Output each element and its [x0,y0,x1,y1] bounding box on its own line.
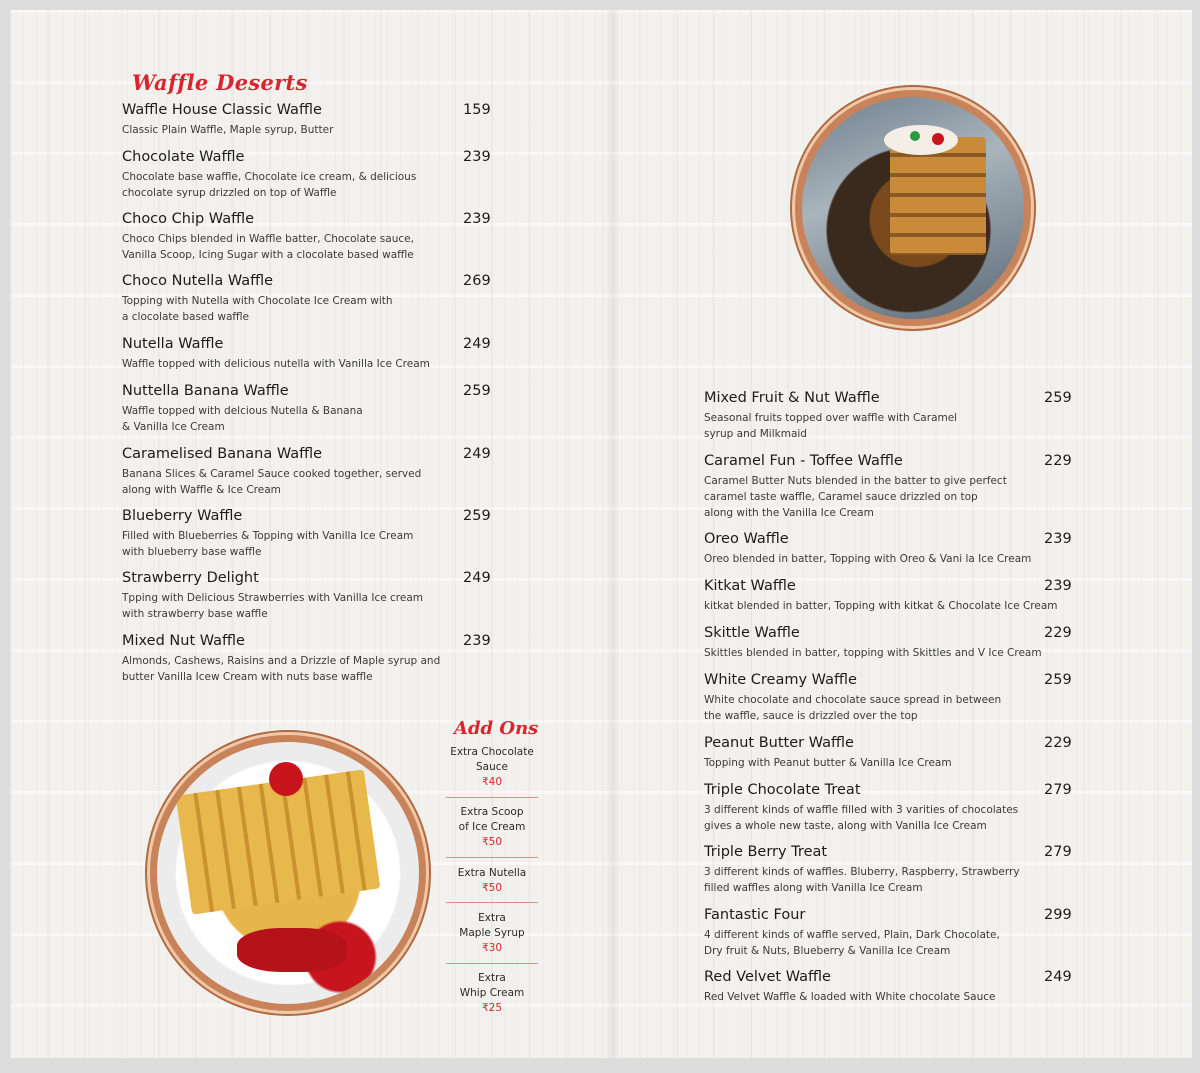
menu-item-description [122,590,423,622]
menu-item-name: Kitkat Waffle [704,578,796,594]
addon-item [446,971,538,1016]
description-line: chocolate syrup drizzled on top of Waffle [122,187,337,199]
menu-item-price: 249 [463,446,491,462]
menu-item [122,102,491,138]
menu-item [704,907,1072,959]
menu-item-name: Choco Chip Waffle [122,211,255,227]
menu-item [122,633,491,685]
menu-item-name: Mixed Fruit & Nut Waffle [704,390,880,406]
description-line: Vanilla Scoop, Icing Sugar with a clocolate based waffle [122,249,414,261]
addon-name-line: Maple Syrup [459,927,525,939]
menu-item-name: Triple Berry Treat [704,844,828,860]
menu-item-price: 259 [1044,390,1072,406]
menu-item-price: 259 [1044,672,1072,688]
description-line: caramel taste waffle, Caramel sauce drizzled on top [704,491,978,503]
addon-price: ₹50 [481,836,503,848]
strawberry-graphic [269,762,303,796]
description-line: Seasonal fruits topped over waffle with Caramel [704,412,958,424]
addon-name-line: Extra Nutella [457,867,527,879]
addon-name-line: Sauce [476,761,508,773]
addon-price: ₹25 [481,1002,503,1014]
addon-name-line: Extra Scoop [460,806,524,818]
menu-item-description [122,122,333,138]
menu-item-price: 249 [1044,969,1072,985]
cherry-graphic [932,133,944,145]
strawberry-slices-graphic [237,928,347,972]
menu-item-description [122,293,393,325]
menu-item-price: 259 [463,508,491,524]
description-line: White chocolate and chocolate sauce spread in between [704,694,1002,706]
menu-item [704,844,1072,896]
description-line: Waffle topped with delcious Nutella & Banana [122,405,363,417]
menu-item-price: 239 [1044,578,1072,594]
menu-page [10,10,1192,1058]
menu-item [704,453,1072,521]
menu-item-description [704,692,1001,724]
addon-item [446,866,538,896]
menu-item-description [122,231,414,263]
menu-item-description [704,755,952,771]
addon-name-line: Whip Cream [459,987,525,999]
menu-item-description [704,989,995,1005]
description-line: 3 different kinds of waffles. Bluberry, Raspberry, Strawberry [704,866,1020,878]
description-line: Caramel Butter Nuts blended in the batter to give perfect [704,475,1007,487]
description-line: butter Vanilla Icew Cream with nuts base waffle [122,671,373,683]
menu-item-name: Oreo Waffle [704,531,789,547]
description-line: & Vanilla Ice Cream [122,421,225,433]
menu-item [122,570,491,622]
menu-item-price: 269 [463,273,491,289]
description-line: Oreo blended in batter, Topping with Oreo & Vani la Ice Cream [704,553,1032,565]
menu-item-price: 249 [463,570,491,586]
addons-title: Add Ons [454,718,539,739]
menu-item-description [704,927,1000,959]
menu-item [122,336,491,372]
menu-item [122,211,491,263]
description-line: Dry fruit & Nuts, Blueberry & Vanilla Ice Cream [704,945,951,957]
description-line: Almonds, Cashews, Raisins and a Drizzle of Maple syrup and [122,655,441,667]
menu-item-price: 229 [1044,735,1072,751]
description-line: with strawberry base waffle [122,608,268,620]
addon-divider [446,857,538,858]
description-line: syrup and Milkmaid [704,428,807,440]
menu-item-name: Skittle Waffle [704,625,800,641]
addon-price: ₹40 [481,776,503,788]
description-line: Topping with Nutella with Chocolate Ice Cream with [122,295,393,307]
menu-item-description [704,598,1058,614]
menu-item-price: 279 [1044,782,1072,798]
menu-item-price: 229 [1044,453,1072,469]
waffles-strawberries-photo [150,735,426,1011]
description-line: Skittles blended in batter, topping with Skittles and V Ice Cream [704,647,1042,659]
menu-item-name: Chocolate Waffle [122,149,245,165]
sprinkle-graphic [910,131,920,141]
menu-item-name: Choco Nutella Waffle [122,273,274,289]
description-line: Red Velvet Waffle & loaded with White chocolate Sauce [704,991,996,1003]
menu-item [122,446,491,498]
addon-divider [446,902,538,903]
menu-item-price: 299 [1044,907,1072,923]
description-line: Classic Plain Waffle, Maple syrup, Butter [122,124,334,136]
menu-item-name: Triple Chocolate Treat [704,782,861,798]
addon-price: ₹50 [481,882,503,894]
description-line: Tpping with Delicious Strawberries with Vanilla Ice cream [122,592,424,604]
menu-item-description [704,645,1042,661]
menu-item-name: Caramel Fun - Toffee Waffle [704,453,903,469]
section-title: Waffle Deserts [132,70,308,95]
menu-item-price: 229 [1044,625,1072,641]
menu-item [704,578,1072,614]
menu-item-description [122,528,413,560]
menu-item-name: Caramelised Banana Waffle [122,446,323,462]
description-line: 4 different kinds of waffle served, Plain, Dark Chocolate, [704,929,1000,941]
menu-item [704,625,1072,661]
menu-item-description [122,653,440,685]
addon-divider [446,963,538,964]
menu-item-price: 239 [1044,531,1072,547]
description-line: kitkat blended in batter, Topping with kitkat & Chocolate Ice Cream [704,600,1058,612]
addon-name-line: of Ice Cream [458,821,526,833]
whipped-cream-graphic [884,125,958,155]
menu-item [704,969,1072,1005]
addon-item [446,745,538,790]
description-line: Chocolate base waffle, Chocolate ice cream, & delicious [122,171,417,183]
menu-item-name: Blueberry Waffle [122,508,243,524]
addon-price: ₹30 [481,942,503,954]
description-line: Waffle topped with delicious nutella with Vanilla Ice Cream [122,358,430,370]
description-line: with blueberry base waffle [122,546,262,558]
menu-item-price: 239 [463,633,491,649]
menu-item-name: Fantastic Four [704,907,806,923]
menu-item-price: 249 [463,336,491,352]
addon-item [446,805,538,850]
description-line: Filled with Blueberries & Topping with Vanilla Ice Cream [122,530,414,542]
menu-item-price: 259 [463,383,491,399]
addon-name-line: Extra [478,972,506,984]
menu-item [704,390,1072,442]
menu-item [704,735,1072,771]
menu-item-name: Nutella Waffle [122,336,224,352]
menu-item-name: Nuttella Banana Waffle [122,383,289,399]
menu-item-price: 159 [463,102,491,118]
description-line: along with Waffle & Ice Cream [122,484,281,496]
menu-item-name: Mixed Nut Waffle [122,633,245,649]
addon-item [446,911,538,956]
description-line: gives a whole new taste, along with Vanilla Ice Cream [704,820,987,832]
description-line: the waffle, sauce is drizzled over the top [704,710,918,722]
menu-item-description [122,466,421,498]
menu-item-description [122,356,430,372]
page-fold [606,10,620,1058]
menu-item-description [122,169,416,201]
addon-name-line: Extra [478,912,506,924]
description-line: Choco Chips blended in Waffle batter, Chocolate sauce, [122,233,414,245]
menu-item [704,672,1072,724]
menu-item-name: Strawberry Delight [122,570,259,586]
menu-item [122,383,491,435]
addon-divider [446,797,538,798]
menu-item-description [704,410,957,442]
menu-item [122,508,491,560]
menu-item-name: Peanut Butter Waffle [704,735,854,751]
waffle-stack-photo [795,90,1031,326]
menu-item [704,531,1072,567]
menu-item-name: White Creamy Waffle [704,672,857,688]
addon-name-line: Extra Chocolate [450,746,534,758]
description-line: Banana Slices & Caramel Sauce cooked together, served [122,468,422,480]
menu-item-price: 279 [1044,844,1072,860]
description-line: along with the Vanilla Ice Cream [704,507,874,519]
description-line: a clocolate based waffle [122,311,250,323]
menu-item-price: 239 [463,149,491,165]
menu-item-description [704,551,1031,567]
menu-item-name: Waffle House Classic Waffle [122,102,322,118]
menu-item-description [704,864,1020,896]
menu-item-description [704,802,1018,834]
description-line: Topping with Peanut butter & Vanilla Ice Cream [704,757,952,769]
description-line: filled waffles along with Vanilla Ice Cream [704,882,923,894]
menu-item [122,273,491,325]
menu-item-description [122,403,363,435]
description-line: 3 different kinds of waffle filled with 3 varities of chocolates [704,804,1019,816]
menu-item-price: 239 [463,211,491,227]
waffle-stack-graphic [890,137,986,255]
menu-item-name: Red Velvet Waffle [704,969,831,985]
menu-item-description [704,473,1007,521]
menu-item [704,782,1072,834]
menu-item [122,149,491,201]
